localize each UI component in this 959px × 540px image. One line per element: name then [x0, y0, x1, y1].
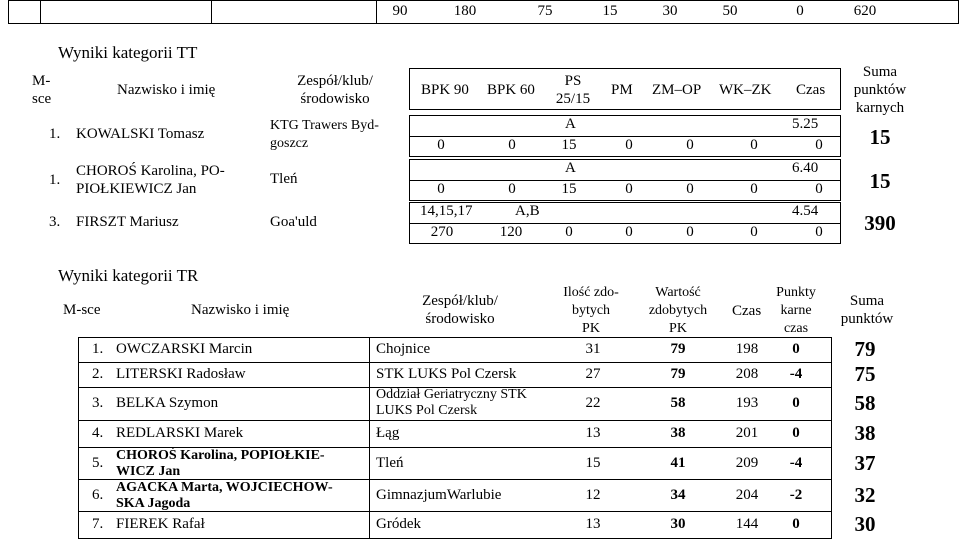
- tr-row-place: 1.: [92, 341, 104, 357]
- tt-row-score: 0: [508, 181, 516, 197]
- tr-row-czas: 144: [735, 516, 759, 532]
- tr-row-place: 3.: [92, 395, 104, 411]
- tr-header-czas: Czas: [732, 303, 762, 319]
- tt-row-score: 0: [437, 181, 445, 197]
- tr-grid-line: [78, 337, 832, 338]
- tt-row-score: 0: [815, 181, 823, 197]
- tr-row-club: GimnazjumWarlubie: [376, 487, 502, 503]
- tr-row-ilosc: 13: [585, 516, 601, 532]
- tt-row-name: FIRSZT Mariusz: [76, 214, 179, 230]
- tt-header-bpk60: BPK 60: [487, 82, 535, 98]
- tt-row-score: 270: [430, 224, 454, 240]
- tr-row-place: 5.: [92, 455, 104, 471]
- tt-row-time: 5.25: [792, 116, 819, 132]
- tr-row-suma: 79: [854, 337, 876, 361]
- tt-row-score: 0: [750, 224, 758, 240]
- tr-row-wartosc: 38: [670, 425, 686, 441]
- tr-row-wartosc: 30: [670, 516, 686, 532]
- top-row-border-top: [8, 0, 958, 1]
- tt-row-place: 3.: [49, 214, 61, 230]
- tr-row-czas: 209: [735, 455, 759, 471]
- tr-row-club: Łąg: [376, 425, 400, 441]
- tt-header-bpk90: BPK 90: [421, 82, 469, 98]
- top-cell: 30: [662, 3, 678, 19]
- tt-row-mark: A: [565, 116, 576, 132]
- tt-row-score: 0: [625, 181, 633, 197]
- tt-row-score: 0: [625, 224, 633, 240]
- tr-row-wartosc: 34: [670, 487, 686, 503]
- tt-row-total: 15: [869, 169, 891, 193]
- tt-header-wkzk: WK–ZK: [719, 82, 772, 98]
- tt-row-score: 0: [686, 181, 694, 197]
- tt-row-club: Tleń: [270, 171, 298, 187]
- tr-row-suma: 58: [854, 391, 876, 415]
- tr-row-suma: 32: [854, 483, 876, 507]
- top-cell: 75: [537, 3, 553, 19]
- tr-grid-line: [369, 337, 370, 539]
- top-row-divider: [40, 0, 41, 24]
- tr-row-wartosc: 41: [670, 455, 686, 471]
- tr-row-ilosc: 31: [585, 341, 601, 357]
- tr-row-czas: 198: [735, 341, 759, 357]
- top-cell: 620: [853, 3, 877, 19]
- tr-grid-line: [78, 420, 832, 421]
- tr-row-ilosc: 27: [585, 366, 601, 382]
- top-cell: 50: [722, 3, 738, 19]
- tr-row-karne: 0: [792, 425, 800, 441]
- tr-row-suma: 37: [854, 451, 876, 475]
- tr-row-place: 4.: [92, 425, 104, 441]
- tr-row-czas: 208: [735, 366, 759, 382]
- tr-row-club: Chojnice: [376, 341, 431, 357]
- tt-row-name: CHOROŚ Karolina, PO- PIOŁKIEWICZ Jan: [76, 163, 225, 197]
- tr-row-name: REDLARSKI Marek: [116, 425, 244, 441]
- tr-row-karne: -4: [789, 366, 803, 382]
- tt-row-club: KTG Trawers Byd- goszcz: [270, 118, 379, 151]
- top-row-divider: [211, 0, 212, 24]
- top-cell: 0: [796, 3, 804, 19]
- tt-row-club: Goa'uld: [270, 214, 317, 230]
- tt-row-score: 0: [686, 224, 694, 240]
- tr-row-karne: -4: [789, 455, 803, 471]
- tr-row-place: 7.: [92, 516, 104, 532]
- tt-row-score: 120: [499, 224, 523, 240]
- tt-row-time: 6.40: [792, 160, 819, 176]
- tt-row-score: 0: [750, 181, 758, 197]
- tr-row-place: 2.: [92, 366, 104, 382]
- tr-row-wartosc: 79: [670, 366, 686, 382]
- tr-header-suma: Suma punktów: [840, 293, 894, 327]
- top-row-divider: [8, 0, 9, 24]
- tr-row-ilosc: 13: [585, 425, 601, 441]
- tr-grid-line: [831, 337, 832, 539]
- tr-row-place: 6.: [92, 487, 104, 503]
- tr-grid-line: [78, 538, 832, 539]
- tr-row-club: Tleń: [376, 455, 404, 471]
- tr-header-wartosc: Wartość zdobytych PK: [648, 285, 708, 336]
- tt-header-zmop: ZM–OP: [652, 82, 702, 98]
- top-cell: 90: [392, 3, 408, 19]
- tr-row-ilosc: 12: [585, 487, 601, 503]
- tr-row-suma: 38: [854, 421, 876, 445]
- tt-row-score: 0: [686, 137, 694, 153]
- tt-row-score: 15: [561, 137, 577, 153]
- tt-row-score: 0: [815, 137, 823, 153]
- tr-row-club: STK LUKS Pol Czersk: [376, 366, 517, 382]
- tr-row-ilosc: 15: [585, 455, 601, 471]
- top-summary-row: [0, 0, 959, 24]
- tr-row-club: Gródek: [376, 516, 421, 532]
- tt-row-score: 0: [508, 137, 516, 153]
- tt-header-name: Nazwisko i imię: [117, 82, 216, 98]
- tt-row-total: 15: [869, 125, 891, 149]
- tr-header-msce: M-sce: [63, 302, 101, 318]
- tt-header-pm: PM: [611, 82, 633, 98]
- tr-row-name: FIEREK Rafał: [116, 516, 205, 532]
- tt-header-ps: PS 25/15: [555, 73, 591, 107]
- tt-row-mark: A,B: [515, 203, 540, 219]
- tt-row-mark-left: 14,15,17: [420, 203, 473, 219]
- tt-header-msce: M- sce: [32, 73, 52, 107]
- tr-row-czas: 193: [735, 395, 759, 411]
- tt-header-czas: Czas: [796, 82, 826, 98]
- tr-row-czas: 201: [735, 425, 759, 441]
- top-cell: 180: [453, 3, 477, 19]
- tt-row-score: 0: [815, 224, 823, 240]
- tr-row-name: LITERSKI Radosław: [116, 366, 246, 382]
- tt-row-time: 4.54: [792, 203, 819, 219]
- tr-row-karne: 0: [792, 395, 800, 411]
- tr-row-name: AGACKA Marta, WOJCIECHOW- SKA Jagoda: [116, 480, 333, 511]
- tt-row-mark: A: [565, 160, 576, 176]
- tt-row-score: 0: [565, 224, 573, 240]
- tr-row-karne: 0: [792, 341, 800, 357]
- tr-row-ilosc: 22: [585, 395, 601, 411]
- tt-row-place: 1.: [49, 172, 61, 188]
- tt-row-name: KOWALSKI Tomasz: [76, 126, 205, 142]
- top-cell: 15: [602, 3, 618, 19]
- tt-row-total: 390: [864, 211, 896, 235]
- tr-row-club: Oddział Geriatryczny STK LUKS Pol Czersk: [376, 387, 527, 418]
- tr-row-suma: 75: [854, 362, 876, 386]
- tr-row-karne: 0: [792, 516, 800, 532]
- tr-row-name: BELKA Szymon: [116, 395, 219, 411]
- top-row-divider: [376, 0, 377, 24]
- tr-row-name: OWCZARSKI Marcin: [116, 341, 253, 357]
- tt-header-suma: Suma punktów karnych: [853, 64, 907, 116]
- tr-grid-line: [78, 362, 832, 363]
- tt-row-place: 1.: [49, 126, 61, 142]
- tt-section-title: Wyniki kategorii TT: [58, 43, 198, 62]
- tr-header-ilosc: Ilość zdo- bytych PK: [563, 285, 619, 336]
- tr-header-club: Zespół/klub/ środowisko: [422, 293, 498, 327]
- tr-grid-line: [78, 337, 79, 539]
- tr-header-name: Nazwisko i imię: [191, 302, 290, 318]
- tt-header-club: Zespół/klub/ środowisko: [297, 73, 373, 107]
- tr-header-punkty: Punkty karne czas: [776, 285, 816, 336]
- tt-row-score: 0: [625, 137, 633, 153]
- top-row-border-bottom: [8, 23, 958, 24]
- tr-row-wartosc: 58: [670, 395, 686, 411]
- tr-section-title: Wyniki kategorii TR: [58, 266, 199, 285]
- tt-row-score: 15: [561, 181, 577, 197]
- tr-row-wartosc: 79: [670, 341, 686, 357]
- tr-row-name: CHOROŚ Karolina, POPIOŁKIE- WICZ Jan: [116, 448, 325, 479]
- tr-row-suma: 30: [854, 512, 876, 536]
- tr-row-karne: -2: [789, 487, 803, 503]
- tt-row-score: 0: [437, 137, 445, 153]
- tr-row-czas: 204: [735, 487, 759, 503]
- tt-row-score: 0: [750, 137, 758, 153]
